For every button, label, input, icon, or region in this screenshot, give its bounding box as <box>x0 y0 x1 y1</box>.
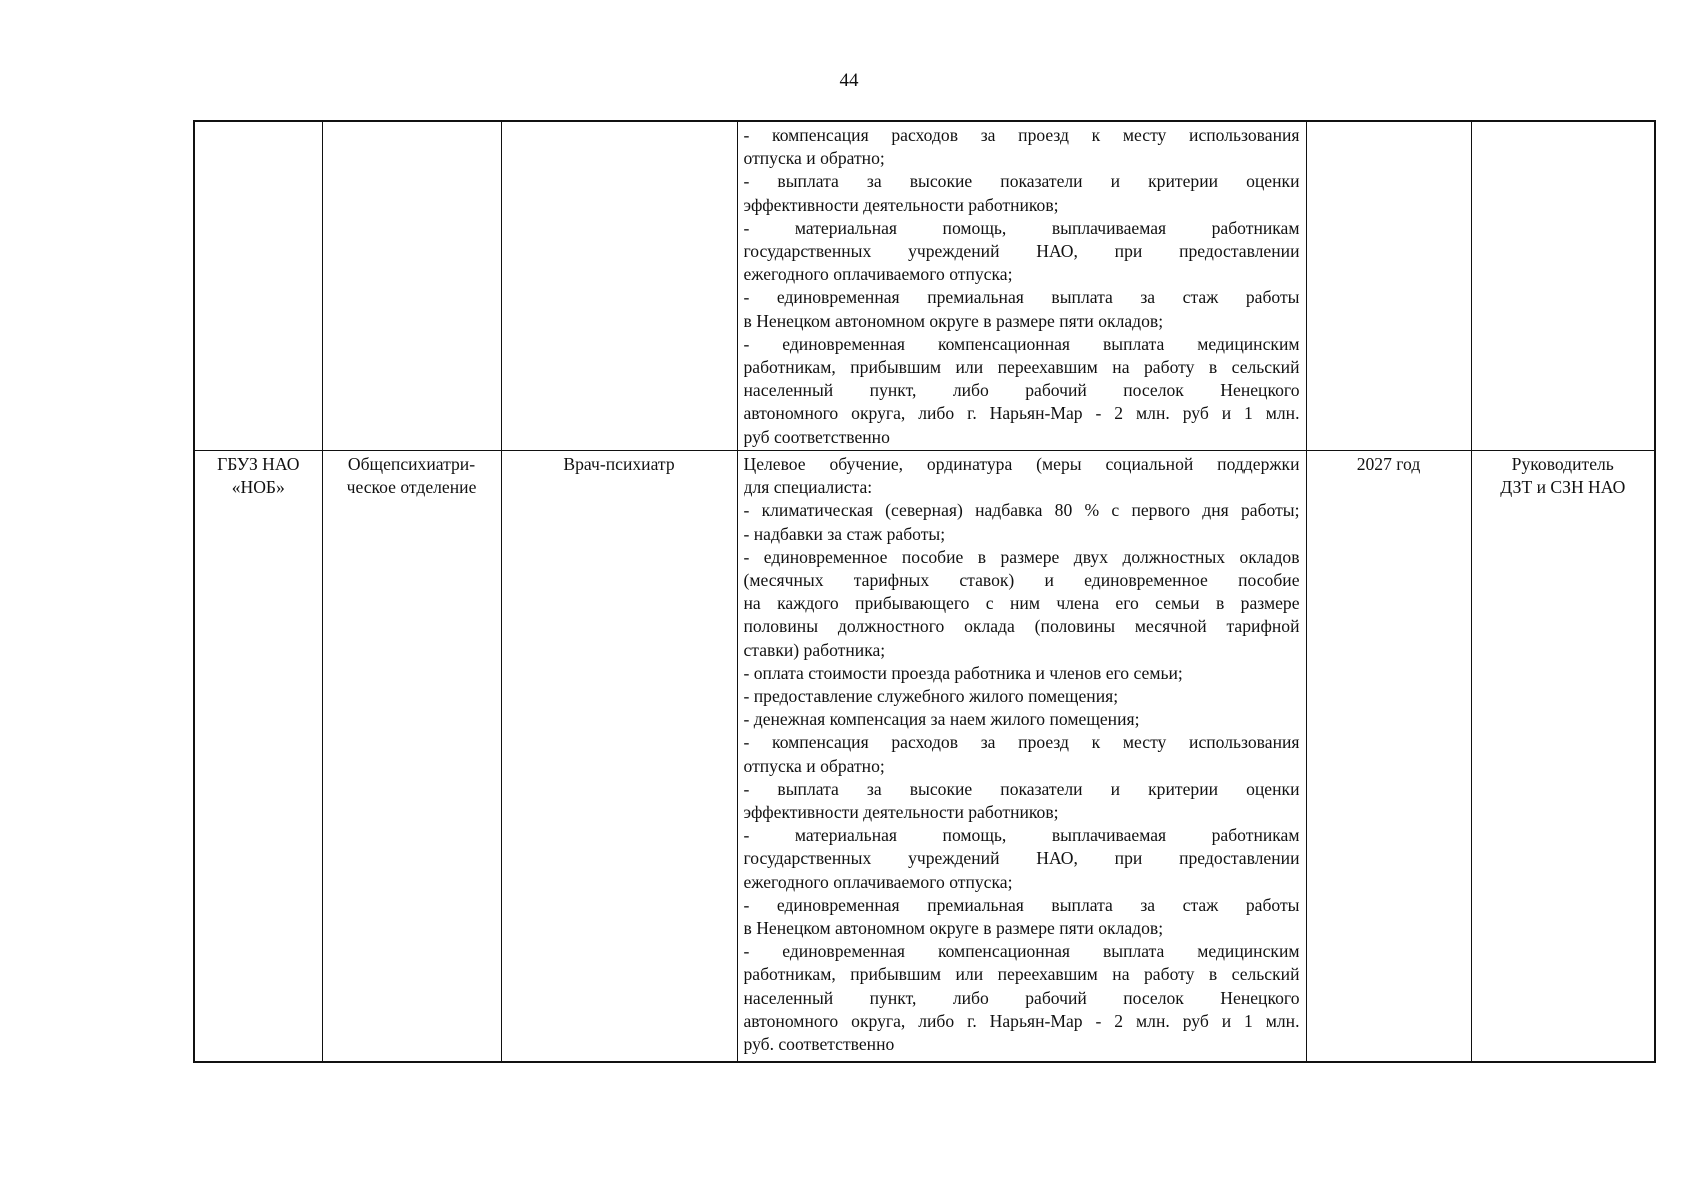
measures-cell-continued <box>737 121 1306 451</box>
measures-line: работникам, прибывшим или переехавшим на работу в сельский <box>743 357 1300 378</box>
measures-line: - единовременное пособие в размере двух должностных окладов <box>743 546 1300 567</box>
responsible-line: Руководитель <box>1511 454 1614 474</box>
position-text: Врач-психиатр <box>563 454 675 474</box>
deadline-text: 2027 год <box>1356 454 1421 474</box>
measures-line: ежегодного оплачиваемого отпуска; <box>743 264 1013 285</box>
table-row-psychiatrist <box>194 451 1655 1063</box>
measures-line: автономного округа, либо г. Нарьян-Мар - 2 млн. руб и 1 млн. <box>743 1010 1300 1031</box>
measures-line: отпуска и обратно; <box>743 755 885 776</box>
responsible-line: ДЗТ и СЗН НАО <box>1500 477 1626 498</box>
measures-line: эффективности деятельности работников; <box>743 802 1059 823</box>
measures-line: - денежная компенсация за наем жилого помещения; <box>743 709 1140 730</box>
measures-line: ставки) работника; <box>743 639 886 660</box>
measures-line: - надбавки за стаж работы; <box>743 523 946 544</box>
deadline-cell <box>1306 451 1471 1063</box>
organization-line: «НОБ» <box>231 477 285 498</box>
measures-line: - оплата стоимости проезда работника и членов его семьи; <box>743 662 1183 683</box>
organization-cell <box>194 451 322 1063</box>
measures-table <box>193 120 1656 1063</box>
deadline-cell-empty <box>1306 121 1471 451</box>
measures-line: - компенсация расходов за проезд к месту использования <box>743 125 1300 145</box>
measures-line: в Ненецком автономном округе в размере пяти окладов; <box>743 310 1164 331</box>
measures-line: населенный пункт, либо рабочий поселок Ненецкого <box>743 987 1300 1008</box>
measures-line: государственных учреждений НАО, при предоставлении <box>743 848 1300 869</box>
measures-line: эффективности деятельности работников; <box>743 194 1059 215</box>
measures-line: - единовременная премиальная выплата за стаж работы <box>743 894 1300 915</box>
measures-line: руб соответственно <box>743 426 890 447</box>
organization-line: ГБУЗ НАО <box>217 454 300 474</box>
organization-cell-empty <box>194 121 322 451</box>
department-cell-empty <box>322 121 501 451</box>
measures-line: - единовременная компенсационная выплата медицинским <box>743 333 1300 354</box>
measures-line: - предоставление служебного жилого помещения; <box>743 686 1119 707</box>
measures-cell <box>737 451 1306 1063</box>
measures-line: Целевое обучение, ординатура (меры социальной поддержки <box>743 454 1300 474</box>
measures-line: - выплата за высокие показатели и критерии оценки <box>743 778 1300 799</box>
measures-text <box>744 453 1300 1056</box>
measures-line: населенный пункт, либо рабочий поселок Ненецкого <box>743 380 1300 401</box>
measures-line: - компенсация расходов за проезд к месту использования <box>743 732 1300 753</box>
measures-line: ежегодного оплачиваемого отпуска; <box>743 871 1013 892</box>
measures-line: - выплата за высокие показатели и критерии оценки <box>743 171 1300 192</box>
measures-line: - материальная помощь, выплачиваемая работникам <box>743 825 1300 846</box>
measures-line: на каждого прибывающего с ним члена его семьи в размере <box>743 593 1300 614</box>
measures-line: половины должностного оклада (половины месячной тарифной <box>743 616 1300 637</box>
measures-line: - климатическая (северная) надбавка 80 % с первого дня работы; <box>743 500 1300 521</box>
measures-line: для специалиста: <box>743 477 873 498</box>
department-line: Общепсихиатри- <box>347 454 476 474</box>
position-cell-empty <box>501 121 737 451</box>
page-number: 44 <box>839 70 859 91</box>
measures-line: отпуска и обратно; <box>743 148 885 169</box>
measures-line: руб. соответственно <box>743 1034 895 1055</box>
measures-line: - материальная помощь, выплачиваемая работникам <box>743 217 1300 238</box>
department-line: ческое отделение <box>346 477 477 498</box>
responsible-cell-empty <box>1471 121 1655 451</box>
position-cell <box>501 451 737 1063</box>
measures-line: автономного округа, либо г. Нарьян-Мар - 2 млн. руб и 1 млн. <box>743 403 1300 424</box>
responsible-cell <box>1471 451 1655 1063</box>
measures-line: в Ненецком автономном округе в размере пяти окладов; <box>743 918 1164 939</box>
measures-line: - единовременная премиальная выплата за стаж работы <box>743 287 1300 308</box>
measures-line: работникам, прибывшим или переехавшим на работу в сельский <box>743 964 1300 985</box>
measures-line: - единовременная компенсационная выплата медицинским <box>743 941 1300 962</box>
measures-text <box>744 124 1300 449</box>
measures-line: (месячных тарифных ставок) и единовременное пособие <box>743 570 1300 591</box>
table-row-continued <box>194 121 1655 451</box>
measures-line: государственных учреждений НАО, при предоставлении <box>743 241 1300 262</box>
department-cell <box>322 451 501 1063</box>
